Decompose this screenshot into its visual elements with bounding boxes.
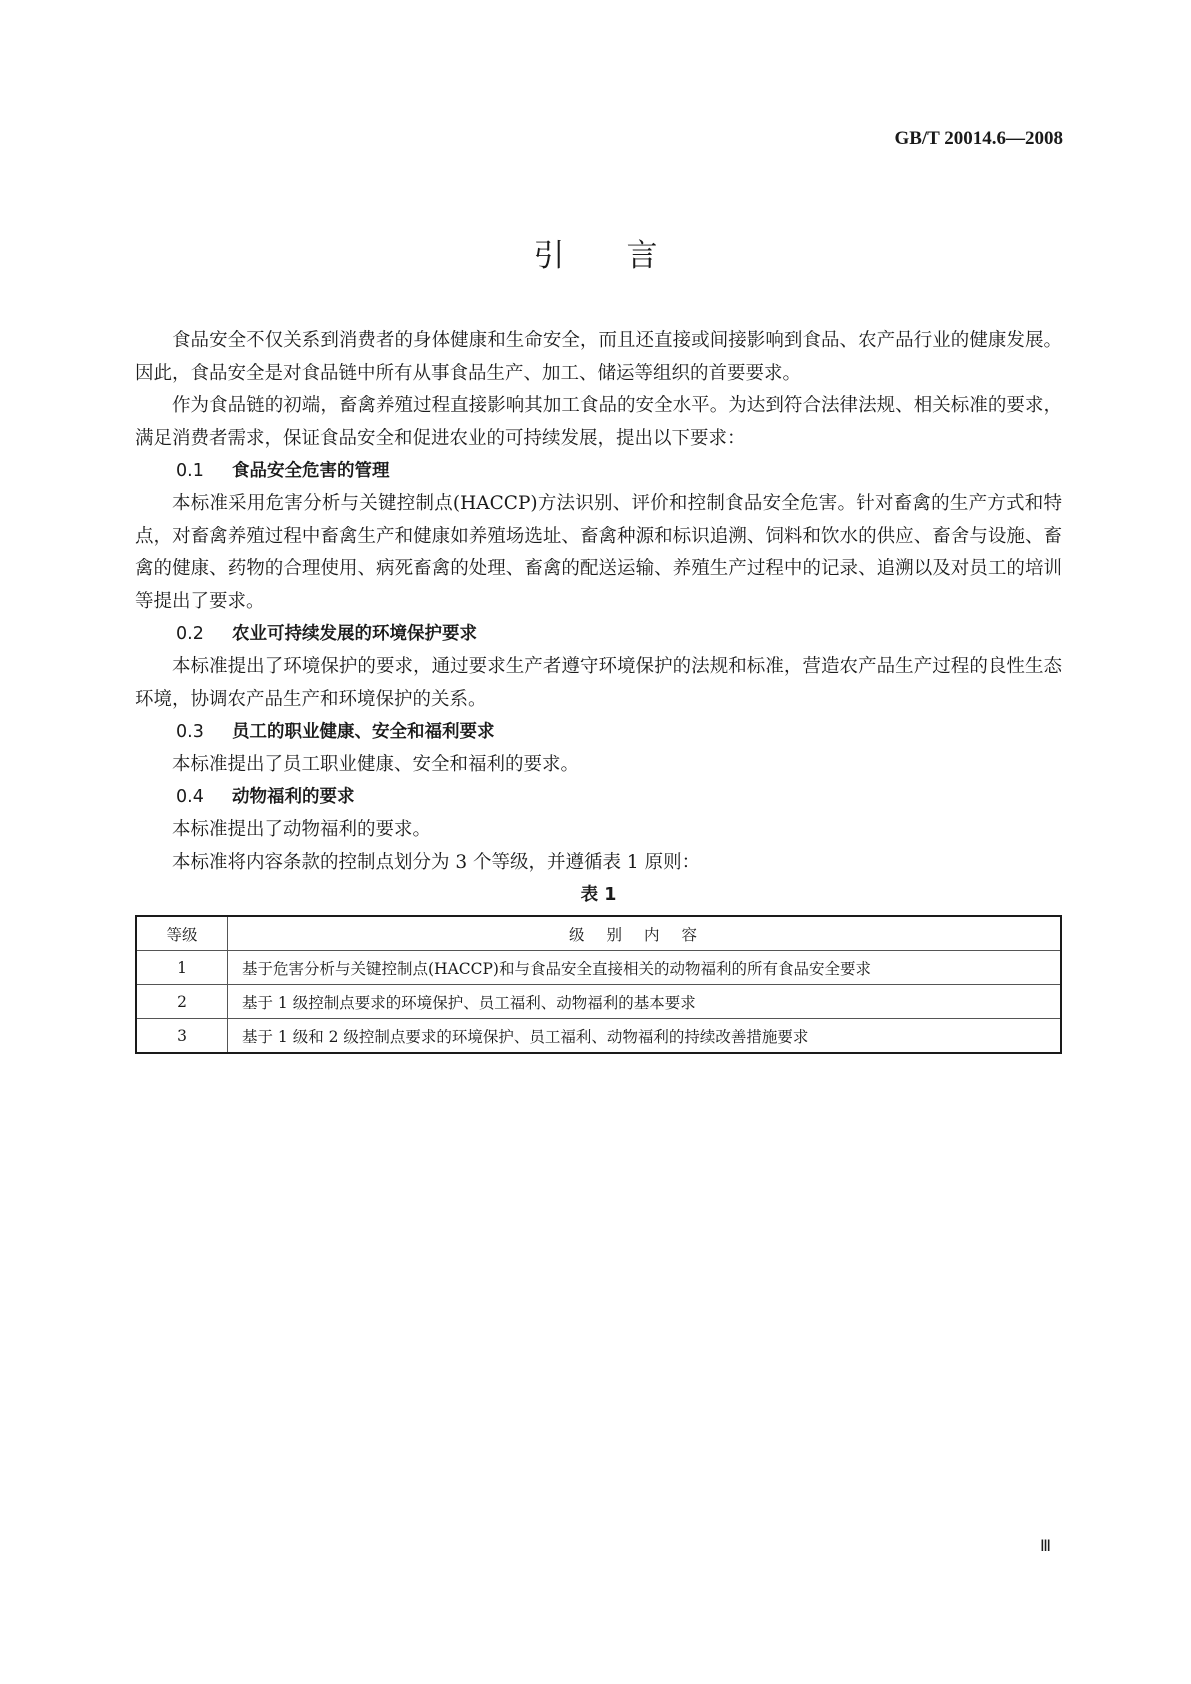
- section-0-1-text: 本标准采用危害分析与关键控制点(HACCP)方法识别、评价和控制食品安全危害。针对畜禽的生产方式和特点，对畜禽养殖过程中畜禽生产和健康如养殖场选址、畜禽种源和标识追溯、饲料和饮水的供应、畜舍与设施、畜禽的健康、药物的合理使用、病死畜禽的处理、畜禽的配送运输、养殖生产过程中的记录、追溯以及对员工的培训等提出了要求。: [135, 492, 1062, 612]
- closing-paragraph: 本标准将内容条款的控制点划分为 3 个等级，并遵循表 1 原则：: [172, 851, 701, 873]
- page-number: Ⅲ: [1039, 1538, 1051, 1555]
- section-0-2-text: 本标准提出了环境保护的要求，通过要求生产者遵守环境保护的法规和标准，营造农产品生产过程的良性生态环境，协调农产品生产和环境保护的关系。: [135, 655, 1062, 710]
- table-header-row: [136, 916, 1061, 951]
- content-cell: 基于 1 级和 2 级控制点要求的环境保护、员工福利、动物福利的持续改善措施要求: [228, 1019, 1062, 1054]
- section-title: 动物福利的要求: [232, 787, 355, 808]
- table-row: [136, 1019, 1061, 1054]
- level-cell: 1: [136, 951, 228, 985]
- header-content: 级别内容: [228, 916, 1062, 951]
- content-cell: 基于危害分析与关键控制点(HACCP)和与食品安全直接相关的动物福利的所有食品安全要求: [228, 951, 1062, 985]
- intro-paragraph-2: 作为食品链的初端，畜禽养殖过程直接影响其加工食品的安全水平。为达到符合法律法规、相关标准的要求，满足消费者需求，保证食品安全和促进农业的可持续发展，提出以下要求：: [135, 395, 1062, 449]
- level-table: [135, 915, 1062, 1054]
- header-level: 等级: [136, 916, 228, 951]
- level-cell: 2: [136, 985, 228, 1019]
- level-cell: 3: [136, 1019, 228, 1054]
- intro-paragraph-1: 食品安全不仅关系到消费者的身体健康和生命安全，而且还直接或间接影响到食品、农产品行业的健康发展。因此，食品安全是对食品链中所有从事食品生产、加工、储运等组织的首要要求。: [135, 330, 1062, 384]
- table-row: [136, 951, 1061, 985]
- section-title: 食品安全危害的管理: [232, 461, 390, 482]
- section-0-4-text: 本标准提出了动物福利的要求。: [172, 818, 432, 840]
- table-row: [136, 985, 1061, 1019]
- section-number: 0.2: [176, 624, 204, 645]
- page-title: 引言: [533, 238, 720, 274]
- section-heading-0-4: [135, 781, 1062, 814]
- section-number: 0.4: [176, 787, 204, 808]
- section-title: 员工的职业健康、安全和福利要求: [232, 722, 495, 743]
- table-caption: 表 1: [580, 885, 617, 906]
- content-cell: 基于 1 级控制点要求的环境保护、员工福利、动物福利的基本要求: [228, 985, 1062, 1019]
- section-number: 0.3: [176, 722, 204, 743]
- section-heading-0-3: [135, 716, 1062, 749]
- section-0-3-text: 本标准提出了员工职业健康、安全和福利的要求。: [172, 753, 580, 775]
- standard-code: GB/T 20014.6—2008: [894, 128, 1063, 149]
- section-heading-0-2: [135, 618, 1062, 651]
- section-heading-0-1: [135, 455, 1062, 488]
- section-number: 0.1: [176, 461, 204, 482]
- section-title: 农业可持续发展的环境保护要求: [232, 624, 477, 645]
- document-body: [135, 325, 1062, 1054]
